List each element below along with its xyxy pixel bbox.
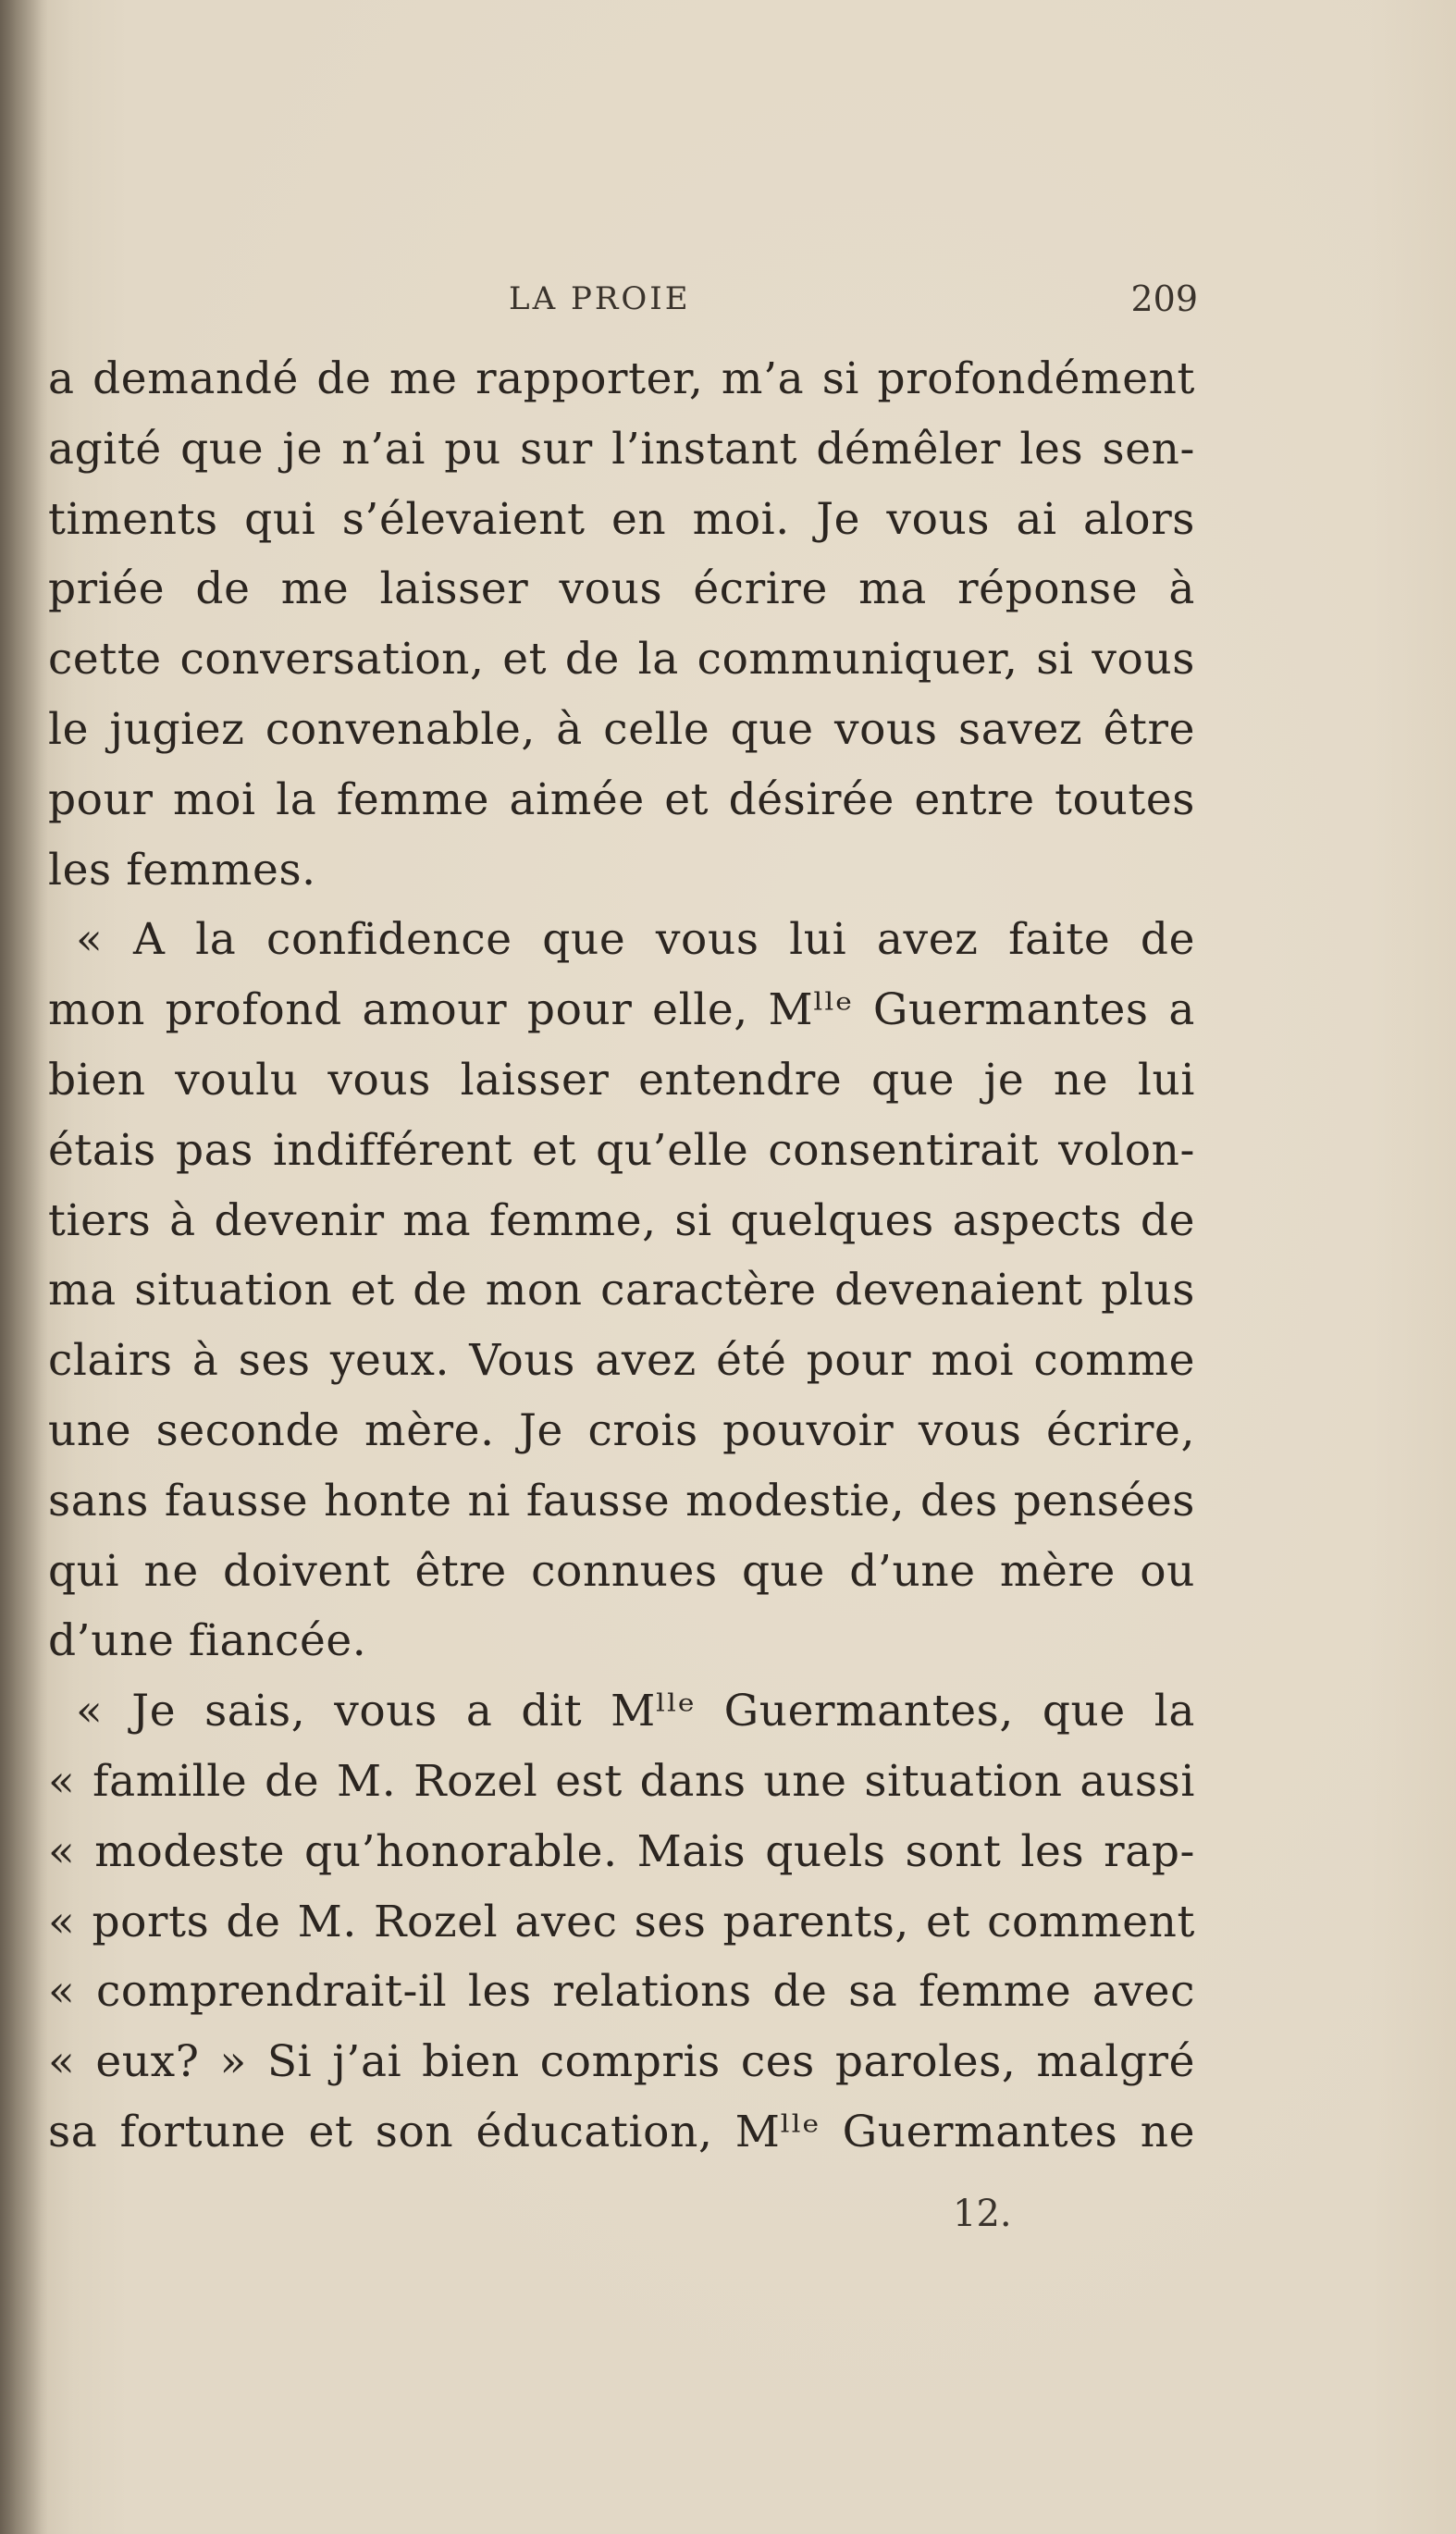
page-number: 209	[1130, 278, 1198, 319]
text-line: « comprendrait-il les relations de sa femme avec	[48, 1966, 1195, 2018]
text-line: sa fortune et son éducation, Mˡˡᵉ Guermantes ne	[48, 2106, 1195, 2157]
text-line: « ports de M. Rozel avec ses parents, et comment	[48, 1896, 1195, 1947]
paragraph-end-line: les femmes.	[48, 844, 316, 896]
text-line: pour moi la femme aimée et désirée entre toutes	[48, 773, 1195, 825]
paragraph-start-line: « A la confidence que vous lui avez faite de	[76, 914, 1195, 966]
text-line: une seconde mère. Je crois pouvoir vous écrire,	[48, 1404, 1195, 1456]
text-line: a demandé de me rapporter, m’a si profondément	[48, 353, 1195, 404]
text-line: mon profond amour pour elle, Mˡˡᵉ Guermantes a	[48, 984, 1195, 1036]
paragraph-end-line: d’une fiancée.	[48, 1615, 367, 1667]
running-title: LA PROIE	[509, 280, 691, 317]
text-line: clairs à ses yeux. Vous avez été pour moi comme	[48, 1335, 1195, 1387]
text-line: priée de me laisser vous écrire ma réponse à	[48, 563, 1195, 615]
text-line: « famille de M. Rozel est dans une situation aussi	[48, 1755, 1195, 1807]
text-line: ma situation et de mon caractère devenaient plus	[48, 1265, 1195, 1316]
paragraph-start-line: « Je sais, vous a dit Mˡˡᵉ Guermantes, que la	[76, 1686, 1195, 1737]
page-header	[509, 276, 1198, 322]
text-line: qui ne doivent être connues que d’une mère ou	[48, 1545, 1195, 1597]
text-line: « eux? » Si j’ai bien compris ces paroles, malgré	[48, 2036, 1195, 2088]
signature-mark: 12.	[953, 2193, 1012, 2235]
text-line: sans fausse honte ni fausse modestie, des pensées	[48, 1475, 1195, 1527]
text-line: « modeste qu’honorable. Mais quels sont les rap-	[48, 1825, 1195, 1877]
text-line: agité que je n’ai pu sur l’instant démêler les sen-	[48, 423, 1195, 475]
text-line: bien voulu vous laisser entendre que je ne lui	[48, 1054, 1195, 1106]
text-line: le jugiez convenable, à celle que vous savez être	[48, 703, 1195, 755]
text-line: tiers à devenir ma femme, si quelques aspects de	[48, 1194, 1195, 1246]
body-text	[48, 344, 1195, 2168]
text-line: étais pas indifférent et qu’elle consentirait volon-	[48, 1124, 1195, 1176]
binding-gutter	[0, 0, 48, 2534]
text-line: cette conversation, et de la communiquer, si vous	[48, 634, 1195, 686]
text-line: timents qui s’élevaient en moi. Je vous ai alors	[48, 493, 1195, 545]
